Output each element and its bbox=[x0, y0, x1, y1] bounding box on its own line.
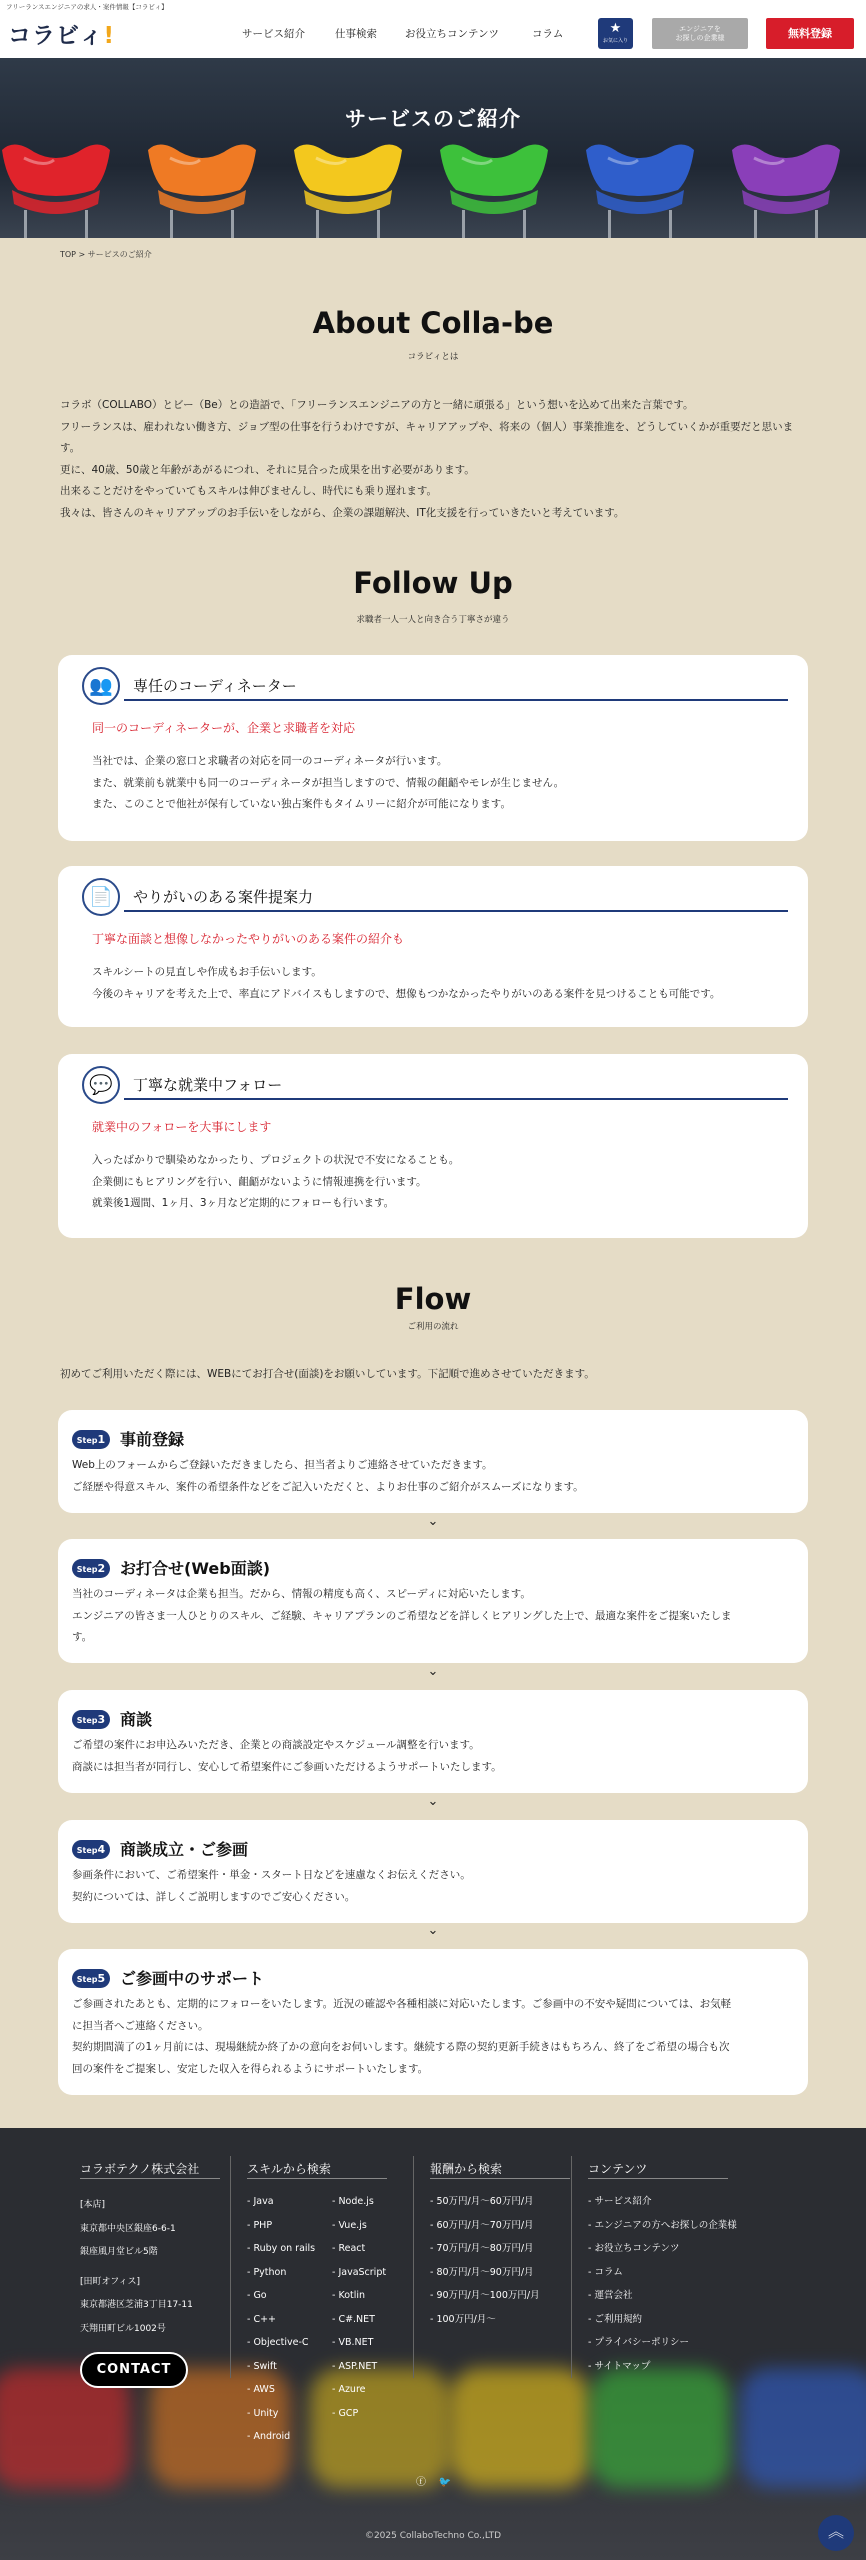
skill-link[interactable]: - Azure bbox=[332, 2384, 366, 2395]
divider bbox=[230, 2156, 231, 2378]
hero-banner bbox=[0, 58, 866, 238]
footer-rates-heading: 報酬から検索 bbox=[430, 2162, 503, 2176]
step-word: Step bbox=[76, 1975, 98, 1984]
step-badge bbox=[72, 1430, 110, 1449]
contents-link[interactable]: - コラム bbox=[588, 2266, 623, 2278]
step-line: す。 bbox=[72, 1631, 93, 1643]
step-line: に担当者へご連絡ください。 bbox=[72, 2019, 209, 2032]
skill-link[interactable]: - Ruby on rails bbox=[247, 2243, 316, 2254]
followup-card-body bbox=[92, 1150, 792, 1215]
flow-step bbox=[58, 1949, 808, 2095]
skill-link[interactable]: - JavaScript bbox=[332, 2266, 387, 2278]
step-line: 商談には担当者が同行し、安心して希望案件にご参画いただけるようサポートいたします。 bbox=[72, 1760, 502, 1773]
skill-link[interactable]: - Android bbox=[247, 2431, 291, 2442]
divider bbox=[588, 2178, 728, 2179]
step-line: ご希望の案件にお申込みいただき、企業との商談設定やスケジュール調整を行います。 bbox=[72, 1739, 480, 1751]
followup-line: また、このことで他社が保有していない独占案件もタイムリーに紹介が可能になります。 bbox=[92, 798, 511, 810]
logo-text: コラビィ bbox=[8, 23, 104, 49]
flow-step bbox=[58, 1820, 808, 1923]
rate-list bbox=[430, 2190, 540, 2331]
footer-company-name: コラボテクノ株式会社 bbox=[80, 2162, 200, 2176]
step-badge bbox=[72, 1710, 110, 1729]
chair-image bbox=[140, 138, 264, 238]
step-line: 回の案件をご提案し、安定した収入を得られるようにサポートいたします。 bbox=[72, 2062, 429, 2075]
skill-link[interactable]: - Go bbox=[247, 2290, 267, 2301]
followup-title: Follow Up bbox=[353, 566, 513, 600]
step-word: Step bbox=[76, 1846, 98, 1855]
flow-step bbox=[58, 1690, 808, 1793]
chevron-down-icon: ⌄ bbox=[427, 1514, 439, 1529]
followup-card-body bbox=[92, 751, 792, 816]
address-line: [本店] bbox=[80, 2200, 106, 2210]
chair-image bbox=[432, 138, 556, 238]
skill-link[interactable]: - Vue.js bbox=[332, 2219, 367, 2231]
register-button[interactable]: 無料登録 bbox=[766, 18, 854, 49]
skill-link[interactable]: - GCP bbox=[332, 2407, 359, 2419]
step-line: 参画条件において、ご希望案件・単金・スタート日などを速慮なくお伝えください。 bbox=[72, 1869, 471, 1881]
skill-link[interactable]: - Node.js bbox=[332, 2196, 374, 2207]
skill-link[interactable]: - VB.NET bbox=[332, 2337, 374, 2348]
step-word: Step bbox=[76, 1716, 98, 1725]
flow-title: Flow bbox=[394, 1282, 472, 1316]
step-line: ご参画されたあとも、定期的にフォローをいたします。近況の確認や各種相談に対応いたします。ご参画中の不安や疑問については、お気軽 bbox=[72, 1998, 732, 2010]
footer-address bbox=[80, 2194, 193, 2341]
footer-contents-heading: コンテンツ bbox=[588, 2162, 648, 2176]
skill-link[interactable]: - React bbox=[332, 2243, 366, 2254]
contents-link[interactable]: - サービス紹介 bbox=[588, 2196, 652, 2207]
step-number: 4 bbox=[97, 1843, 106, 1856]
flow-intro: 初めてご利用いただく際には、WEBにてお打合せ(面談)をお願いしています。下記順で進めさせていただきます。 bbox=[60, 1368, 595, 1380]
followup-card bbox=[58, 866, 808, 1027]
skill-link[interactable]: - Objective-C bbox=[247, 2337, 309, 2348]
chevron-down-icon: ⌄ bbox=[427, 1664, 439, 1679]
contents-link[interactable]: - ご利用規約 bbox=[588, 2313, 642, 2325]
chair-image bbox=[0, 138, 118, 238]
contact-button[interactable]: CONTACT bbox=[80, 2352, 188, 2388]
twitter-icon[interactable]: 🐦 bbox=[438, 2477, 452, 2488]
chair-image bbox=[724, 138, 848, 238]
step-number: 1 bbox=[97, 1433, 106, 1446]
step-line: 当社のコーディネータは企業も担当。だから、情報の精度も高く、スピーディに対応いたします。 bbox=[72, 1588, 531, 1600]
step-line: エンジニアの皆さま一人ひとりのスキル、ご経験、キャリアプランのご希望などを詳しくヒアリングした上で、最適な案件をご提案いたしま bbox=[72, 1609, 732, 1622]
skill-list bbox=[332, 2190, 386, 2425]
step-line: ご経歴や得意スキル、案件の希望条件などをご記入いただくと、よりお仕事のご紹介がスムーズになります。 bbox=[72, 1480, 584, 1493]
followup-line: 当社では、企業の窓口と求職者の対応を同一のコーディネータが行います。 bbox=[92, 755, 448, 767]
step-line: 契約については、詳しくご説明しますのでご安心ください。 bbox=[72, 1890, 356, 1903]
double-chevron-up-icon: ︽ bbox=[827, 2522, 844, 2541]
step-word: Step bbox=[76, 1565, 98, 1574]
step-number: 5 bbox=[97, 1972, 106, 1985]
about-paragraph: フリーランスは、雇われない働き方、ジョブ型の仕事を行うわけですが、キャリアアップや、将来の（個人）事業推進を、どうしていくかが重要だと思います。 bbox=[60, 420, 794, 454]
step-title: 商談 bbox=[120, 1710, 153, 1729]
followup-line: 企業側にもヒアリングを行い、齟齬がないように情報連携を行います。 bbox=[92, 1175, 427, 1188]
step-line: 契約期間満了の1ヶ月前には、現場継続か終了かの意向をお伺いします。継続する際の契約更新手続きはもちろん、終了をご希望の場合も次 bbox=[72, 2041, 730, 2053]
breadcrumb[interactable]: TOP > サービスのご紹介 bbox=[60, 250, 152, 259]
followup-card bbox=[58, 1054, 808, 1238]
step-line: Web上のフォームからご登録いただきましたら、担当者よりご連絡させていただきます。 bbox=[72, 1459, 493, 1471]
star-icon: ★ bbox=[609, 21, 622, 36]
chevron-down-icon: ⌄ bbox=[427, 1923, 439, 1938]
rate-link[interactable]: - 70万円/月〜80万円/月 bbox=[430, 2243, 534, 2254]
step-body bbox=[72, 1455, 797, 1498]
site-logo[interactable] bbox=[8, 17, 115, 50]
skill-link[interactable]: - Swift bbox=[247, 2360, 277, 2372]
skill-list bbox=[247, 2190, 315, 2449]
divider bbox=[124, 699, 788, 701]
contents-list bbox=[588, 2190, 737, 2378]
contents-link[interactable]: - お役立ちコンテンツ bbox=[588, 2243, 680, 2254]
coordinator-icon: 👥 bbox=[82, 667, 120, 705]
divider bbox=[247, 2178, 387, 2179]
address-line: 天翔田町ビル1002号 bbox=[80, 2323, 166, 2334]
about-paragraph: 更に、40歳、50歳と年齢があがるにつれ、それに見合った成果を出す必要があります。 bbox=[60, 463, 475, 476]
followup-card-title: 専任のコーディネーター bbox=[133, 677, 297, 695]
support-icon: 💬 bbox=[82, 1066, 120, 1104]
divider bbox=[430, 2178, 570, 2179]
address-line: 東京都港区芝浦3丁目17-11 bbox=[80, 2300, 193, 2310]
about-paragraph: コラボ（COLLABO）とビー（Be）との造語で、「フリーランスエンジニアの方と一緒に頑張る」という想いを込めて出来た言葉です。 bbox=[60, 399, 694, 411]
rate-link[interactable]: - 100万円/月〜 bbox=[430, 2313, 496, 2325]
nav-job-search[interactable]: 仕事検索 bbox=[335, 28, 377, 40]
about-paragraph: 出来ることだけをやっていてもスキルは伸びませんし、時代にも乗り遅れます。 bbox=[60, 485, 438, 497]
step-badge bbox=[72, 1969, 110, 1988]
about-title: About Colla-be bbox=[312, 306, 554, 340]
skill-link[interactable]: - ASP.NET bbox=[332, 2360, 378, 2372]
followup-line: また、就業前も就業中も同一のコーディネータが担当しますので、情報の齟齬やモレが生じません。 bbox=[92, 776, 565, 789]
copyright: ©2025 CollaboTechno Co.,LTD bbox=[364, 2531, 502, 2541]
address-line: [田町オフィス] bbox=[80, 2276, 141, 2287]
address-line: 東京都中央区銀座6-6-1 bbox=[80, 2223, 176, 2234]
facebook-icon[interactable]: ⓕ bbox=[416, 2477, 426, 2488]
divider bbox=[413, 2156, 414, 2378]
favorites-label: お気に入り bbox=[602, 38, 628, 44]
followup-card-title: 丁寧な就業中フォロー bbox=[133, 1076, 283, 1094]
skill-link[interactable]: - Kotlin bbox=[332, 2290, 366, 2301]
about-paragraph: 我々は、皆さんのキャリアアップのお手伝いをしながら、企業の課題解決、IT化支援を行っていきたいと考えています。 bbox=[60, 506, 625, 519]
followup-card bbox=[58, 655, 808, 841]
step-number: 2 bbox=[97, 1562, 106, 1575]
footer-bg-glow bbox=[450, 2368, 590, 2488]
corporate-label: エンジニアを お探しの企業様 bbox=[675, 25, 725, 42]
chevron-down-icon: ⌄ bbox=[427, 1794, 439, 1809]
skill-link[interactable]: - C#.NET bbox=[332, 2313, 375, 2325]
step-title: 商談成立・ご参画 bbox=[120, 1840, 249, 1859]
flow-step bbox=[58, 1539, 808, 1663]
rate-link[interactable]: - 60万円/月〜70万円/月 bbox=[430, 2219, 534, 2231]
rate-link[interactable]: - 80万円/月〜90万円/月 bbox=[430, 2266, 534, 2278]
footer-bg-glow bbox=[590, 2368, 730, 2488]
followup-card-body bbox=[92, 962, 792, 1005]
skill-link[interactable]: - C++ bbox=[247, 2313, 277, 2325]
favorites-button[interactable] bbox=[598, 18, 633, 49]
skill-link[interactable]: - Java bbox=[247, 2196, 274, 2207]
contents-link[interactable]: - サイトマップ bbox=[588, 2360, 651, 2372]
step-body bbox=[72, 1735, 797, 1778]
step-badge bbox=[72, 1559, 110, 1578]
divider bbox=[571, 2156, 572, 2378]
rate-link[interactable]: - 50万円/月〜60万円/月 bbox=[430, 2196, 534, 2207]
divider bbox=[80, 2178, 220, 2179]
followup-card-highlight: 丁寧な面談と想像しなかったやりがいのある案件の紹介も bbox=[92, 932, 405, 946]
step-title: ご参画中のサポート bbox=[120, 1969, 265, 1988]
footer-bg-glow bbox=[740, 2368, 866, 2488]
page-title: サービスのご紹介 bbox=[345, 107, 521, 131]
step-body bbox=[72, 1994, 797, 2080]
site-header bbox=[0, 0, 866, 58]
chair-image bbox=[286, 138, 410, 238]
followup-card-highlight: 同一のコーディネーターが、企業と求職者を対応 bbox=[92, 721, 356, 735]
step-title: 事前登録 bbox=[120, 1430, 185, 1449]
divider bbox=[124, 1098, 788, 1100]
nav-service[interactable]: サービス紹介 bbox=[242, 28, 305, 40]
step-badge bbox=[72, 1840, 110, 1859]
about-subtitle: コラビィとは bbox=[407, 352, 459, 362]
footer-skills-heading: スキルから検索 bbox=[247, 2162, 331, 2176]
skill-link[interactable]: - AWS bbox=[247, 2384, 275, 2395]
followup-subtitle: 求職者一人一人と向き合う丁寧さが違う bbox=[356, 615, 510, 625]
address-line: 銀座風月堂ビル5階 bbox=[80, 2247, 158, 2257]
contents-link[interactable]: - 運営会社 bbox=[588, 2290, 633, 2301]
contents-link[interactable]: - プライバシーポリシー bbox=[588, 2337, 689, 2348]
step-body bbox=[72, 1584, 797, 1649]
skill-link[interactable]: - PHP bbox=[247, 2219, 273, 2231]
step-number: 3 bbox=[97, 1713, 106, 1726]
skill-link[interactable]: - Python bbox=[247, 2266, 287, 2278]
back-to-top-button[interactable] bbox=[818, 2515, 854, 2551]
followup-card-title: やりがいのある案件提案力 bbox=[133, 888, 314, 906]
about-text bbox=[60, 395, 810, 524]
flow-step bbox=[58, 1410, 808, 1513]
corporate-button[interactable] bbox=[652, 18, 748, 49]
logo-mark: ! bbox=[103, 23, 116, 49]
chair-image bbox=[578, 138, 702, 238]
contents-link[interactable]: - エンジニアの方へお探しの企業様 bbox=[588, 2219, 737, 2231]
step-body bbox=[72, 1865, 797, 1908]
rate-link[interactable]: - 90万円/月〜100万円/月 bbox=[430, 2290, 540, 2301]
step-title: お打合せ(Web面談) bbox=[120, 1559, 271, 1578]
skill-link[interactable]: - Unity bbox=[247, 2407, 279, 2419]
header-tagline: フリーランスエンジニアの求人・案件情報【コラビィ】 bbox=[6, 3, 168, 11]
followup-line: 就業後1週間、1ヶ月、3ヶ月など定期的にフォローも行います。 bbox=[92, 1197, 395, 1209]
followup-card-highlight: 就業中のフォローを大事にします bbox=[92, 1120, 272, 1134]
step-word: Step bbox=[76, 1436, 98, 1445]
followup-line: 入ったばかりで馴染めなかったり、プロジェクトの状況で不安になることも。 bbox=[92, 1154, 460, 1166]
nav-useful-contents[interactable]: お役立ちコンテンツ bbox=[405, 28, 499, 40]
followup-line: 今後のキャリアを考えた上で、率直にアドバイスもしますので、想像もつかなかったやりがいのある案件を見つけることも可能です。 bbox=[92, 987, 721, 1000]
nav-column[interactable]: コラム bbox=[532, 28, 564, 40]
document-icon: 📄 bbox=[82, 878, 120, 916]
followup-line: スキルシートの見直しや作成もお手伝いします。 bbox=[92, 966, 322, 978]
flow-subtitle: ご利用の流れ bbox=[407, 1322, 459, 1332]
divider bbox=[124, 910, 788, 912]
